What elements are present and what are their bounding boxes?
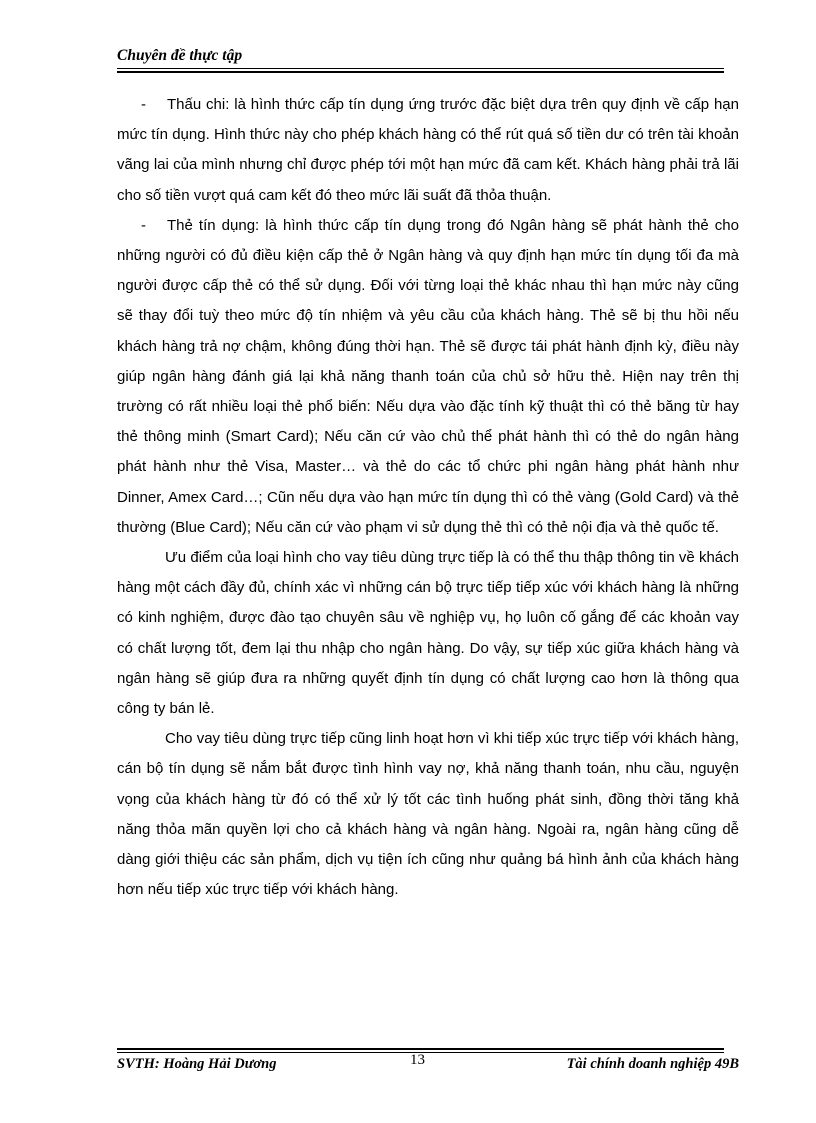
- bullet-text: Thẻ tín dụng: là hình thức cấp tín dụng trong đó Ngân hàng sẽ phát hành thẻ cho những người có đủ điều kiện cấp thẻ ở Ngân hàng và quy định hạn mức tín dụng tối đa mà người được cấp thẻ có thể sử dụng. Đối với từng loại thẻ khác nhau thì hạn mức này cũng sẽ thay đổi tuỳ theo mức độ tín nhiệm và yêu cầu của khách hàng. Thẻ sẽ bị thu hồi nếu khách hàng trả nợ chậm, không đúng thời hạn. Thẻ sẽ được tái phát hành định kỳ, điều này giúp ngân hàng đánh giá lại khả năng thanh toán của chủ sở hữu thẻ. Hiện nay trên thị trường có rất nhiều loại thẻ phổ biến: Nếu dựa vào đặc tính kỹ thuật thì có thẻ băng từ hay thẻ thông minh (Smart Card); Nếu căn cứ vào chủ thể phát hành thì có thẻ do ngân hàng phát hành như thẻ Visa, Master… và thẻ do các tổ chức phi ngân hàng phát hành như Dinner, Amex Card…; Cũn nếu dựa vào hạn mức tín dụng thì có thẻ vàng (Gold Card) và thẻ thường (Blue Card); Nếu căn cứ vào phạm vi sử dụng thẻ thì có thẻ nội địa và thẻ quốc tế.: [117, 216, 739, 536]
- bullet-text: Thấu chi: là hình thức cấp tín dụng ứng trước đặc biệt dựa trên quy định về cấp hạn mức tín dụng. Hình thức này cho phép khách hàng có thể rút quá số tiền dư có trên tài khoản vãng lai của mình nhưng chỉ được phép tới một hạn mức đã cam kết. Khách hàng phải trả lãi cho số tiền vượt quá cam kết đó theo mức lãi suất đã thỏa thuận.: [117, 96, 739, 204]
- footer-author: SVTH: Hoàng Hải Dương: [117, 1056, 277, 1072]
- paragraph-flexibility: Cho vay tiêu dùng trực tiếp cũng linh hoạt hơn vì khi tiếp xúc trực tiếp với khách hàng, cán bộ tín dụng sẽ nắm bắt được tình hình vay nợ, khả năng thanh toán, nhu cầu, nguyện vọng của khách hàng từ đó có thể xử lý tốt các tình huống phát sinh, đồng thời tăng khả năng thỏa mãn quyền lợi cho cả khách hàng và ngân hàng. Ngoài ra, ngân hàng cũng dễ dàng giới thiệu các sản phẩm, dịch vụ tiện ích cũng như quảng bá hình ảnh của khách hàng hơn nếu tiếp xúc trực tiếp với khách hàng.: [117, 730, 739, 899]
- header-rule-top: [117, 68, 724, 69]
- bullet-credit-card: [117, 211, 739, 543]
- header-rule-bottom: [117, 71, 724, 73]
- bullet-dash: -: [141, 216, 146, 234]
- page-number: 13: [410, 1052, 425, 1068]
- paragraph-advantages: Ưu điểm của loại hình cho vay tiêu dùng trực tiếp là có thể thu thập thông tin về khách hàng một cách đầy đủ, chính xác vì những cán bộ trực tiếp tiếp xúc với khách hàng là những có kinh nghiệm, được đào tạo chuyên sâu về nghiệp vụ, họ luôn cố gắng để các khoản vay có chất lượng tốt, đem lại thu nhập cho ngân hàng. Do vậy, sự tiếp xúc giữa khách hàng và ngân hàng sẽ giúp đưa ra những quyết định tín dụng có chất lượng cao hơn là thông qua công ty bán lẻ.: [117, 549, 739, 718]
- bullet-dash: -: [141, 96, 146, 113]
- footer-class: Tài chính doanh nghiệp 49B: [566, 1056, 739, 1072]
- page-header: [117, 46, 724, 66]
- page-footer: [117, 1052, 739, 1078]
- footer-rule-top: [117, 1048, 724, 1050]
- page-body: [117, 90, 739, 905]
- bullet-overdraft: [117, 90, 739, 211]
- header-title: Chuyên đề thực tập: [117, 47, 243, 64]
